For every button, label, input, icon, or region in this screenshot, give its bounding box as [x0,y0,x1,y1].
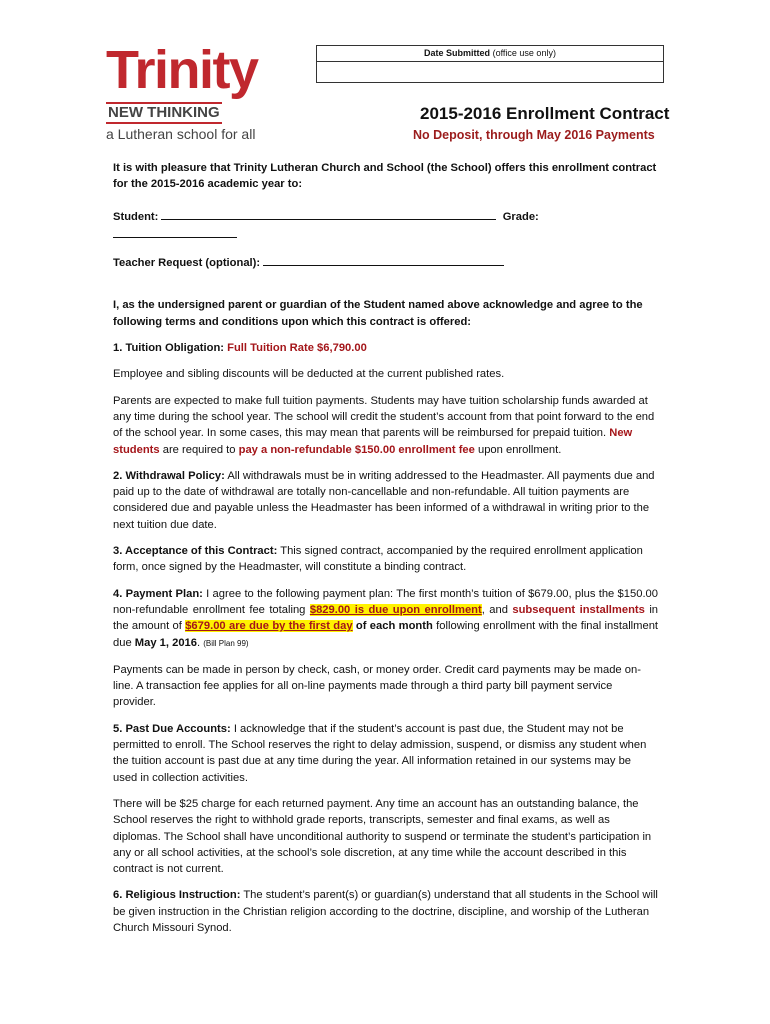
sec5-paragraph [113,721,658,786]
logo-tagline: NEW THINKING [106,102,222,124]
sec4-heading: 4. Payment Plan: [113,587,203,600]
sec5-heading: 5. Past Due Accounts: [113,722,231,735]
sec4-paragraph [113,586,658,652]
sec4-t5: following enrollment with the final installment due [113,620,659,649]
sec1-fee: pay a non-refundable $150.00 enrollment fee [238,443,475,456]
sec4-date: May 1, 2016 [134,636,197,649]
sec1-p1: Employee and sibling discounts will be deducted at the current published rates. [113,368,505,381]
acknowledge-paragraph: I, as the undersigned parent or guardian of the Student named above acknowledge and agree to the following terms and conditions upon which this contract is offered: [113,299,643,328]
sec2-text: All withdrawals must be in writing addressed to the Headmaster. All payments due and paid up to the date of withdrawal are totally non-cancellable and non-refundable. All tuition payments are considered due and payable unless the Headmaster has been informed of a withdrawal in writing prior to the next tuition due date. [113,469,655,531]
teacher-row [113,253,658,271]
contract-body [113,160,658,946]
sec1-heading: 1. Tuition Obligation: [113,342,225,355]
sec4-t1: I agree to the following payment plan: The first month’s tuition of $679.00, plus the $150.00 non-refundable enrollment fee totaling [113,587,658,616]
sec1-p2-text: Parents are expected to make full tuition payments. Students may have tuition scholarship funds awarded at any time during the school year. The school will credit the student’s account from that point forward to the end of the school year. In some cases, this may mean that parents will be reimbursed for prepaid tuition. [113,394,655,440]
sec1-new-students: New students [113,427,633,456]
date-submitted-box [316,45,664,83]
sec1-p2-mid: are required to [162,443,236,456]
student-field[interactable] [161,207,496,220]
sec4-subsequent: subsequent installments [512,603,645,616]
sec6-heading: 6. Religious Instruction: [113,889,241,902]
sec1-heading-row [113,340,658,356]
sec3-text: This signed contract, accompanied by the required enrollment application form, once signed by the Headmaster, will constitute a binding contract. [113,545,643,574]
date-submitted-note: (office use only) [492,48,556,58]
student-grade-row [113,207,658,244]
sec4-highlight-2: $679.00 are due by the first day [185,620,353,633]
sec1-p2 [113,393,658,458]
sec3-heading: 3. Acceptance of this Contract: [113,545,278,558]
logo-subtitle: a Lutheran school for all [106,126,256,142]
sec4-t3: in the amount of [113,603,659,633]
sec4-p2: Payments can be made in person by check, cash, or money order. Credit card payments may be made on-line. A transaction fee applies for all on-line payments made through a third party bill payment service provider. [113,663,641,709]
sec2-paragraph [113,468,658,533]
sec2-heading: 2. Withdrawal Policy: [113,469,225,482]
sec4-plan: (Bill Plan 99) [203,638,249,648]
sec1-p2-end: upon enrollment. [477,443,562,456]
sec4-t4: of each month [355,620,433,633]
sec4-t6: . [196,636,201,649]
date-submitted-field[interactable] [317,62,663,82]
student-label: Student: [113,210,159,223]
sec3-paragraph [113,543,658,576]
date-submitted-label: Date Submitted [424,48,491,58]
teacher-field[interactable] [263,253,504,266]
intro-paragraph: It is with pleasure that Trinity Lutheran Church and School (the School) offers this enrollment contract for the 2015-2016 academic year to: [113,162,657,191]
grade-label: Grade: [502,210,539,223]
page-title: 2015-2016 Enrollment Contract [420,104,670,123]
logo-name: Trinity [106,40,258,100]
sec6-paragraph [113,887,658,936]
sec1-rate: Full Tuition Rate $6,790.00 [227,342,367,355]
teacher-label: Teacher Request (optional): [113,257,261,270]
sec6-text: The student’s parent(s) or guardian(s) understand that all students in the School will be given instruction in the Christian religion according to the doctrine, discipline, and worship of the Lutheran Church Missouri Synod. [113,889,658,934]
trinity-logo [106,40,276,142]
sec4-t2: , and [481,603,508,616]
date-submitted-header [317,46,663,62]
sec5-p2: There will be $25 charge for each returned payment. Any time an account has an outstanding balance, the School reserves the right to withhold grade reports, transcripts, semester and final exams, as well as diplomas. The School shall have unconditional authority to suspend or terminate the student’s participation in any or all school activities, at the school’s sole discretion, at any time while the account described in this contract is not current. [113,797,652,876]
grade-field[interactable] [113,225,237,238]
page-subtitle: No Deposit, through May 2016 Payments [413,128,655,142]
sec5-text: I acknowledge that if the student’s account is past due, the Student may not be permitted to enroll. The School reserves the right to delay admission, suspend, or dismiss any student when the tuition account is past due at any time during the year. All information retained in our systems may be used in collection activities. [113,722,647,784]
sec4-highlight-1: $829.00 is due upon enrollment [309,603,482,616]
